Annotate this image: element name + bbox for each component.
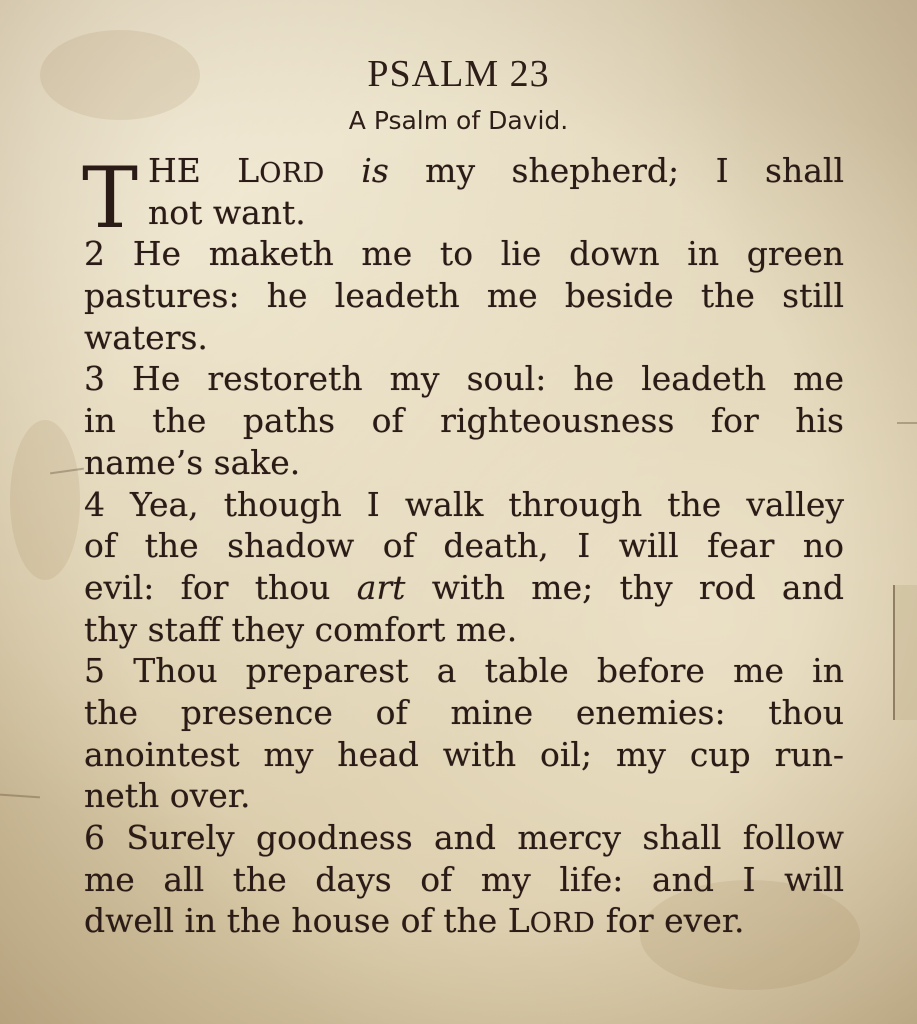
verse-line: evil: for thou art with me; thy rod and xyxy=(84,567,844,607)
verse-line: 2 He maketh me to lie down in green xyxy=(84,234,844,274)
verse-line: 4 Yea, though I walk through the valley xyxy=(84,484,844,524)
page-subtitle: A Psalm of David. xyxy=(348,106,569,135)
verse-line: 6 Surely goodness and mercy shall follow xyxy=(84,818,844,857)
torn-edge-tab xyxy=(893,585,917,720)
verse-line: HE LORD is my shepherd; I shall xyxy=(148,151,845,190)
page-crease xyxy=(897,422,917,424)
verse-line: name’s sake. xyxy=(84,442,301,482)
page-title: PSALM 23 xyxy=(367,53,550,95)
verse-line: 5 Thou preparest a table before me in xyxy=(84,651,844,691)
verse-line: pastures: he leadeth me beside the still xyxy=(84,276,844,316)
verse-line: dwell in the house of the LORD for ever. xyxy=(84,901,745,941)
verse-line: 3 He restoreth my soul: he leadeth me xyxy=(84,359,844,399)
page-crease xyxy=(0,794,40,799)
stain-mark xyxy=(10,420,80,580)
verse-line: the presence of mine enemies: thou xyxy=(84,692,844,732)
verse-line: thy staff they comfort me. xyxy=(84,609,518,649)
verse-line: me all the days of my life: and I will xyxy=(84,859,844,899)
verse-line: of the shadow of death, I will fear no xyxy=(84,526,844,566)
verse-line: in the paths of righteousness for his xyxy=(84,401,844,441)
psalm-text xyxy=(84,150,844,942)
verse-line: not want. xyxy=(148,192,306,232)
verse-line: waters. xyxy=(84,317,208,357)
drop-cap: T xyxy=(82,149,139,247)
verse-line: neth over. xyxy=(84,776,251,816)
verse-line: anointest my head with oil; my cup run- xyxy=(84,734,844,774)
